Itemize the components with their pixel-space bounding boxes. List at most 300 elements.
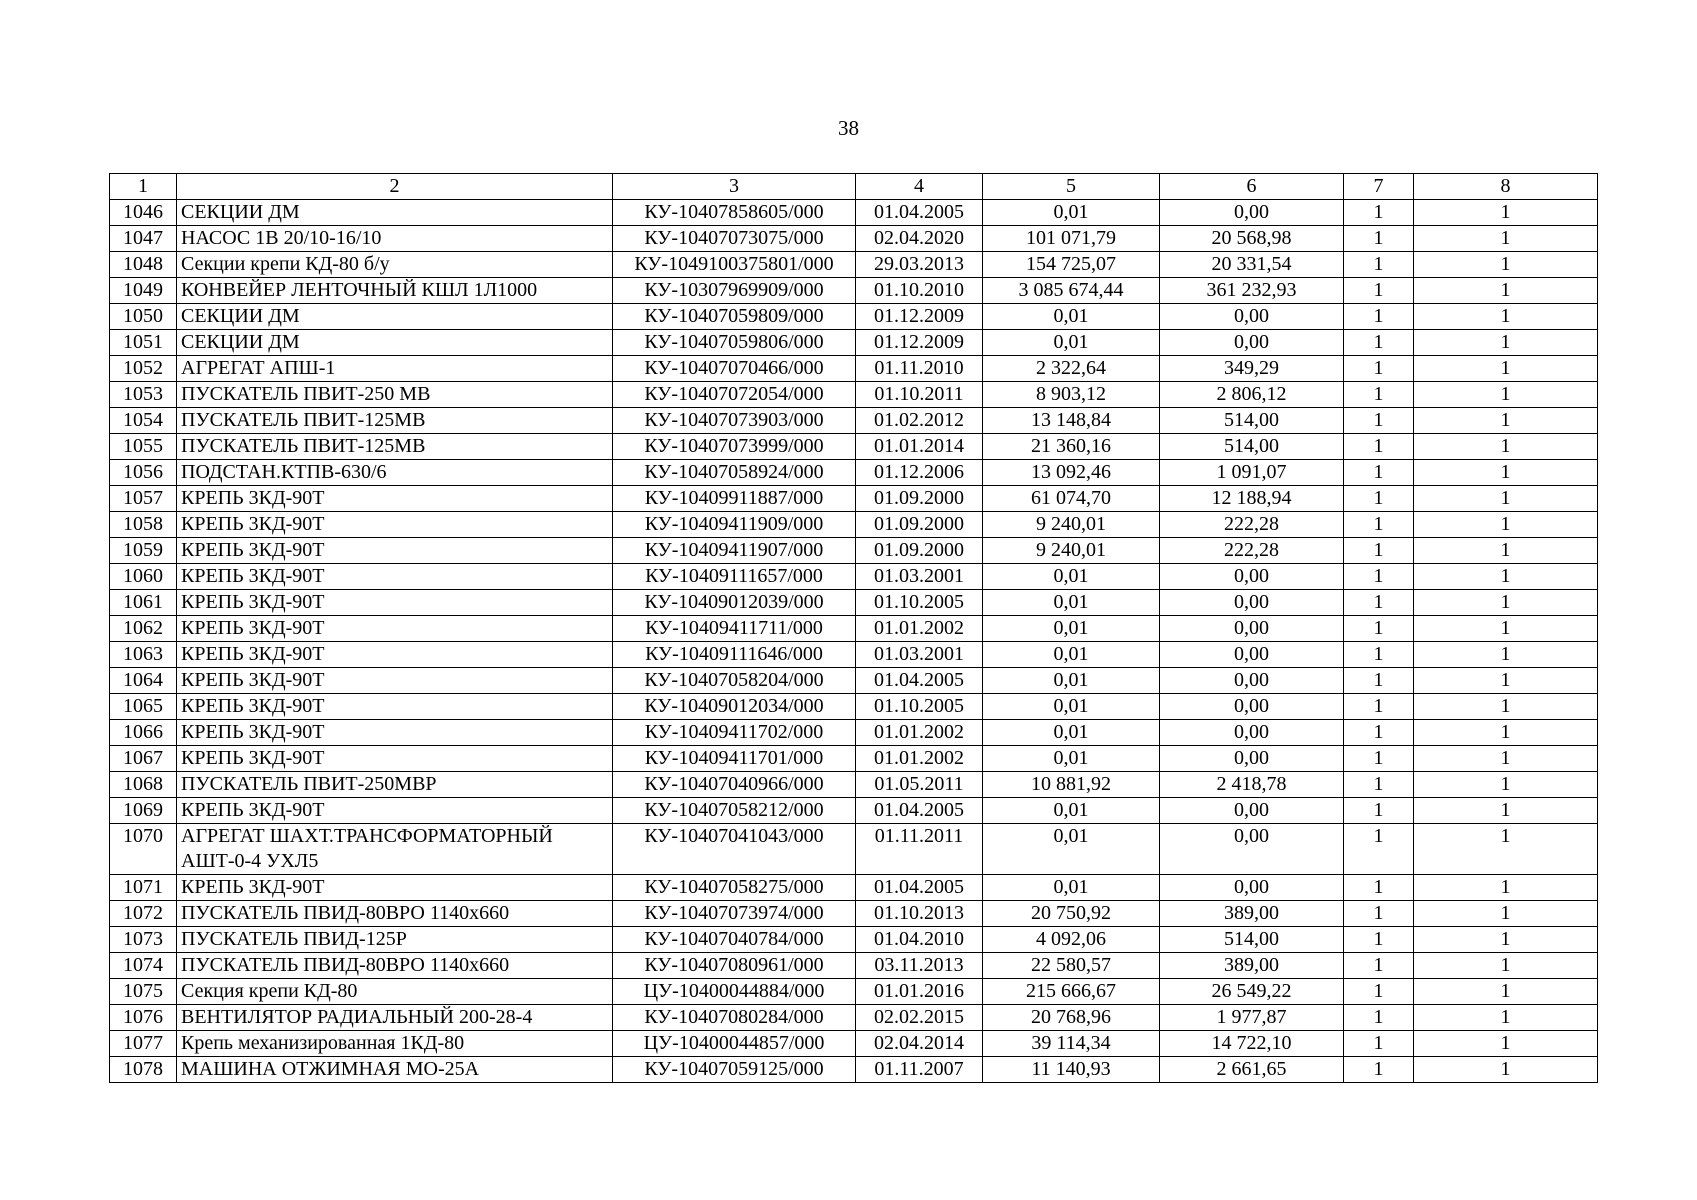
- cell-value-col7: 1: [1344, 875, 1414, 901]
- cell-value-col7: 1: [1344, 226, 1414, 252]
- cell-value-col6: 0,00: [1160, 642, 1344, 668]
- cell-value-col8: 1: [1414, 252, 1598, 278]
- cell-date: 01.09.2000: [856, 486, 983, 512]
- cell-inventory-number: КУ-10407059806/000: [613, 330, 856, 356]
- cell-date: 01.01.2014: [856, 434, 983, 460]
- cell-item-name: КРЕПЬ 3КД-90Т: [177, 875, 613, 901]
- cell-value-col8: 1: [1414, 564, 1598, 590]
- cell-date: 01.03.2001: [856, 564, 983, 590]
- column-header: 6: [1160, 174, 1344, 200]
- cell-value-col8: 1: [1414, 953, 1598, 979]
- cell-row-number: 1067: [110, 746, 177, 772]
- cell-date: 01.10.2010: [856, 278, 983, 304]
- cell-value-col6: 349,29: [1160, 356, 1344, 382]
- cell-value-col6: 0,00: [1160, 590, 1344, 616]
- cell-value-col8: 1: [1414, 746, 1598, 772]
- cell-value-col8: 1: [1414, 798, 1598, 824]
- cell-inventory-number: КУ-10407073974/000: [613, 901, 856, 927]
- cell-inventory-number: КУ-10407058212/000: [613, 798, 856, 824]
- cell-row-number: 1066: [110, 720, 177, 746]
- cell-inventory-number: КУ-10407040966/000: [613, 772, 856, 798]
- cell-value-col5: 0,01: [983, 590, 1160, 616]
- cell-value-col6: 2 806,12: [1160, 382, 1344, 408]
- cell-value-col8: 1: [1414, 642, 1598, 668]
- cell-inventory-number: КУ-10407059809/000: [613, 304, 856, 330]
- cell-value-col5: 22 580,57: [983, 953, 1160, 979]
- table-row: [110, 720, 1598, 746]
- cell-value-col8: 1: [1414, 1031, 1598, 1057]
- column-header: 1: [110, 174, 177, 200]
- cell-value-col6: 0,00: [1160, 824, 1344, 875]
- cell-value-col8: 1: [1414, 772, 1598, 798]
- table-row: [110, 408, 1598, 434]
- cell-value-col5: 3 085 674,44: [983, 278, 1160, 304]
- cell-value-col7: 1: [1344, 356, 1414, 382]
- cell-value-col8: 1: [1414, 330, 1598, 356]
- cell-row-number: 1073: [110, 927, 177, 953]
- column-header: 8: [1414, 174, 1598, 200]
- cell-item-name: ПУСКАТЕЛЬ ПВИД-125Р: [177, 927, 613, 953]
- cell-value-col5: 0,01: [983, 668, 1160, 694]
- table-header-row: [110, 174, 1598, 200]
- cell-inventory-number: КУ-10407059125/000: [613, 1057, 856, 1083]
- cell-value-col8: 1: [1414, 1057, 1598, 1083]
- cell-date: 01.04.2010: [856, 927, 983, 953]
- cell-value-col8: 1: [1414, 434, 1598, 460]
- cell-value-col6: 514,00: [1160, 927, 1344, 953]
- cell-value-col8: 1: [1414, 979, 1598, 1005]
- cell-value-col5: 0,01: [983, 642, 1160, 668]
- cell-item-name: АГРЕГАТ АПШ-1: [177, 356, 613, 382]
- cell-row-number: 1061: [110, 590, 177, 616]
- table-row: [110, 226, 1598, 252]
- cell-date: 01.12.2006: [856, 460, 983, 486]
- cell-value-col5: 21 360,16: [983, 434, 1160, 460]
- cell-row-number: 1068: [110, 772, 177, 798]
- cell-value-col6: 0,00: [1160, 564, 1344, 590]
- cell-value-col5: 101 071,79: [983, 226, 1160, 252]
- cell-inventory-number: КУ-10407072054/000: [613, 382, 856, 408]
- cell-item-name: МАШИНА ОТЖИМНАЯ МО-25А: [177, 1057, 613, 1083]
- cell-value-col8: 1: [1414, 226, 1598, 252]
- cell-value-col7: 1: [1344, 382, 1414, 408]
- cell-value-col7: 1: [1344, 590, 1414, 616]
- cell-value-col6: 222,28: [1160, 512, 1344, 538]
- table-row: [110, 304, 1598, 330]
- cell-date: 01.10.2013: [856, 901, 983, 927]
- cell-row-number: 1074: [110, 953, 177, 979]
- cell-value-col7: 1: [1344, 694, 1414, 720]
- cell-item-name: КРЕПЬ 3КД-90Т: [177, 590, 613, 616]
- table-row: [110, 927, 1598, 953]
- table-row: [110, 590, 1598, 616]
- cell-item-name: ПУСКАТЕЛЬ ПВИТ-250МВР: [177, 772, 613, 798]
- cell-inventory-number: КУ-10409411711/000: [613, 616, 856, 642]
- cell-date: 01.10.2005: [856, 694, 983, 720]
- cell-inventory-number: КУ-10407073903/000: [613, 408, 856, 434]
- column-header: 4: [856, 174, 983, 200]
- cell-value-col6: 20 331,54: [1160, 252, 1344, 278]
- cell-value-col5: 39 114,34: [983, 1031, 1160, 1057]
- cell-item-name: КРЕПЬ 3КД-90Т: [177, 694, 613, 720]
- cell-row-number: 1049: [110, 278, 177, 304]
- cell-value-col5: 0,01: [983, 330, 1160, 356]
- cell-value-col8: 1: [1414, 408, 1598, 434]
- cell-inventory-number: КУ-10407073999/000: [613, 434, 856, 460]
- cell-value-col6: 0,00: [1160, 304, 1344, 330]
- cell-item-name: СЕКЦИИ ДМ: [177, 330, 613, 356]
- cell-date: 01.11.2010: [856, 356, 983, 382]
- cell-value-col6: 2 661,65: [1160, 1057, 1344, 1083]
- cell-row-number: 1055: [110, 434, 177, 460]
- page-number: 38: [838, 116, 859, 140]
- cell-item-name: СЕКЦИИ ДМ: [177, 200, 613, 226]
- cell-value-col8: 1: [1414, 538, 1598, 564]
- table-row: [110, 616, 1598, 642]
- cell-inventory-number: КУ-10407040784/000: [613, 927, 856, 953]
- cell-inventory-number: КУ-10307969909/000: [613, 278, 856, 304]
- cell-value-col6: 514,00: [1160, 408, 1344, 434]
- cell-value-col6: 0,00: [1160, 746, 1344, 772]
- cell-inventory-number: ЦУ-10400044857/000: [613, 1031, 856, 1057]
- column-header: 5: [983, 174, 1160, 200]
- cell-value-col5: 61 074,70: [983, 486, 1160, 512]
- table-row: [110, 356, 1598, 382]
- cell-value-col5: 0,01: [983, 824, 1160, 875]
- table-row: [110, 901, 1598, 927]
- cell-row-number: 1056: [110, 460, 177, 486]
- cell-value-col7: 1: [1344, 278, 1414, 304]
- cell-item-name: Секция крепи КД-80: [177, 979, 613, 1005]
- cell-value-col6: 0,00: [1160, 720, 1344, 746]
- cell-value-col8: 1: [1414, 1005, 1598, 1031]
- cell-value-col8: 1: [1414, 460, 1598, 486]
- cell-row-number: 1070: [110, 824, 177, 875]
- cell-item-name: ПОДСТАН.КТПВ-630/6: [177, 460, 613, 486]
- cell-value-col5: 0,01: [983, 798, 1160, 824]
- cell-item-name: КРЕПЬ 3КД-90Т: [177, 720, 613, 746]
- cell-value-col6: 0,00: [1160, 200, 1344, 226]
- cell-item-name: ПУСКАТЕЛЬ ПВИТ-125МВ: [177, 434, 613, 460]
- column-header: 3: [613, 174, 856, 200]
- cell-value-col7: 1: [1344, 330, 1414, 356]
- cell-value-col8: 1: [1414, 278, 1598, 304]
- cell-inventory-number: КУ-10409411701/000: [613, 746, 856, 772]
- cell-value-col5: 0,01: [983, 304, 1160, 330]
- table-row: [110, 824, 1598, 875]
- cell-value-col7: 1: [1344, 564, 1414, 590]
- table-row: [110, 538, 1598, 564]
- cell-value-col7: 1: [1344, 1031, 1414, 1057]
- cell-value-col6: 361 232,93: [1160, 278, 1344, 304]
- cell-date: 29.03.2013: [856, 252, 983, 278]
- column-header: 7: [1344, 174, 1414, 200]
- cell-value-col7: 1: [1344, 408, 1414, 434]
- cell-value-col7: 1: [1344, 538, 1414, 564]
- cell-value-col8: 1: [1414, 200, 1598, 226]
- cell-value-col5: 0,01: [983, 746, 1160, 772]
- cell-inventory-number: КУ-10407080961/000: [613, 953, 856, 979]
- column-header: 2: [177, 174, 613, 200]
- cell-value-col5: 2 322,64: [983, 356, 1160, 382]
- table-row: [110, 486, 1598, 512]
- table-row: [110, 252, 1598, 278]
- cell-value-col8: 1: [1414, 927, 1598, 953]
- cell-value-col5: 20 750,92: [983, 901, 1160, 927]
- cell-row-number: 1062: [110, 616, 177, 642]
- cell-inventory-number: КУ-10409411702/000: [613, 720, 856, 746]
- cell-item-name: КРЕПЬ 3КД-90Т: [177, 486, 613, 512]
- cell-value-col6: 0,00: [1160, 668, 1344, 694]
- cell-value-col5: 215 666,67: [983, 979, 1160, 1005]
- cell-value-col5: 13 148,84: [983, 408, 1160, 434]
- cell-item-name: КРЕПЬ 3КД-90Т: [177, 616, 613, 642]
- cell-value-col5: 0,01: [983, 564, 1160, 590]
- cell-date: 01.09.2000: [856, 538, 983, 564]
- cell-item-name: ПУСКАТЕЛЬ ПВИД-80ВРО 1140х660: [177, 953, 613, 979]
- cell-inventory-number: КУ-10409411907/000: [613, 538, 856, 564]
- cell-value-col5: 0,01: [983, 875, 1160, 901]
- cell-value-col6: 389,00: [1160, 901, 1344, 927]
- cell-value-col5: 0,01: [983, 616, 1160, 642]
- cell-value-col5: 11 140,93: [983, 1057, 1160, 1083]
- cell-value-col5: 154 725,07: [983, 252, 1160, 278]
- cell-date: 01.10.2005: [856, 590, 983, 616]
- cell-date: 03.11.2013: [856, 953, 983, 979]
- cell-value-col7: 1: [1344, 824, 1414, 875]
- table-row: [110, 746, 1598, 772]
- cell-value-col8: 1: [1414, 720, 1598, 746]
- cell-row-number: 1050: [110, 304, 177, 330]
- cell-row-number: 1071: [110, 875, 177, 901]
- cell-value-col6: 14 722,10: [1160, 1031, 1344, 1057]
- cell-value-col7: 1: [1344, 616, 1414, 642]
- cell-row-number: 1060: [110, 564, 177, 590]
- cell-date: 01.12.2009: [856, 304, 983, 330]
- cell-inventory-number: КУ-10407041043/000: [613, 824, 856, 875]
- table-row: [110, 979, 1598, 1005]
- cell-value-col5: 0,01: [983, 694, 1160, 720]
- cell-date: 01.05.2011: [856, 772, 983, 798]
- cell-date: 01.02.2012: [856, 408, 983, 434]
- cell-value-col7: 1: [1344, 460, 1414, 486]
- cell-row-number: 1057: [110, 486, 177, 512]
- cell-date: 01.01.2016: [856, 979, 983, 1005]
- cell-item-name: АГРЕГАТ ШАХТ.ТРАНСФОРМАТОРНЫЙ АШТ-0-4 УХЛ5: [177, 824, 613, 875]
- cell-value-col8: 1: [1414, 486, 1598, 512]
- cell-inventory-number: КУ-10409111646/000: [613, 642, 856, 668]
- cell-inventory-number: КУ-10407058924/000: [613, 460, 856, 486]
- cell-row-number: 1075: [110, 979, 177, 1005]
- cell-row-number: 1072: [110, 901, 177, 927]
- cell-row-number: 1052: [110, 356, 177, 382]
- cell-inventory-number: КУ-10407080284/000: [613, 1005, 856, 1031]
- cell-value-col6: 0,00: [1160, 694, 1344, 720]
- cell-value-col7: 1: [1344, 668, 1414, 694]
- cell-row-number: 1054: [110, 408, 177, 434]
- cell-value-col8: 1: [1414, 512, 1598, 538]
- cell-value-col7: 1: [1344, 772, 1414, 798]
- cell-value-col5: 4 092,06: [983, 927, 1160, 953]
- cell-value-col6: 0,00: [1160, 798, 1344, 824]
- cell-date: 01.03.2001: [856, 642, 983, 668]
- cell-row-number: 1077: [110, 1031, 177, 1057]
- cell-date: 01.10.2011: [856, 382, 983, 408]
- cell-value-col8: 1: [1414, 824, 1598, 875]
- cell-value-col6: 12 188,94: [1160, 486, 1344, 512]
- cell-date: 01.09.2000: [856, 512, 983, 538]
- table-row: [110, 200, 1598, 226]
- cell-item-name: КРЕПЬ 3КД-90Т: [177, 668, 613, 694]
- cell-inventory-number: КУ-10407070466/000: [613, 356, 856, 382]
- cell-row-number: 1078: [110, 1057, 177, 1083]
- cell-date: 02.04.2014: [856, 1031, 983, 1057]
- cell-item-name: КРЕПЬ 3КД-90Т: [177, 798, 613, 824]
- cell-value-col7: 1: [1344, 720, 1414, 746]
- table-row: [110, 798, 1598, 824]
- cell-value-col7: 1: [1344, 979, 1414, 1005]
- cell-value-col5: 9 240,01: [983, 538, 1160, 564]
- cell-value-col8: 1: [1414, 382, 1598, 408]
- table-row: [110, 512, 1598, 538]
- cell-value-col7: 1: [1344, 252, 1414, 278]
- table-row: [110, 694, 1598, 720]
- cell-date: 01.01.2002: [856, 616, 983, 642]
- cell-value-col5: 20 768,96: [983, 1005, 1160, 1031]
- cell-value-col5: 13 092,46: [983, 460, 1160, 486]
- cell-value-col6: 0,00: [1160, 616, 1344, 642]
- table-row: [110, 564, 1598, 590]
- cell-value-col5: 0,01: [983, 200, 1160, 226]
- table-row: [110, 278, 1598, 304]
- cell-value-col5: 9 240,01: [983, 512, 1160, 538]
- cell-value-col8: 1: [1414, 875, 1598, 901]
- cell-inventory-number: КУ-10409012034/000: [613, 694, 856, 720]
- cell-item-name: КРЕПЬ 3КД-90Т: [177, 642, 613, 668]
- table-row: [110, 434, 1598, 460]
- cell-value-col7: 1: [1344, 746, 1414, 772]
- cell-value-col6: 26 549,22: [1160, 979, 1344, 1005]
- cell-item-name: Секции крепи КД-80 б/у: [177, 252, 613, 278]
- cell-item-name: ПУСКАТЕЛЬ ПВИТ-250 МВ: [177, 382, 613, 408]
- table-row: [110, 668, 1598, 694]
- cell-row-number: 1058: [110, 512, 177, 538]
- table-row: [110, 1057, 1598, 1083]
- cell-value-col6: 222,28: [1160, 538, 1344, 564]
- cell-value-col8: 1: [1414, 590, 1598, 616]
- cell-value-col7: 1: [1344, 901, 1414, 927]
- cell-item-name: КРЕПЬ 3КД-90Т: [177, 564, 613, 590]
- cell-row-number: 1059: [110, 538, 177, 564]
- cell-row-number: 1065: [110, 694, 177, 720]
- cell-value-col5: 0,01: [983, 720, 1160, 746]
- cell-date: 01.04.2005: [856, 798, 983, 824]
- cell-value-col6: 1 091,07: [1160, 460, 1344, 486]
- cell-item-name: СЕКЦИИ ДМ: [177, 304, 613, 330]
- cell-date: 02.04.2020: [856, 226, 983, 252]
- cell-value-col8: 1: [1414, 304, 1598, 330]
- cell-item-name: Крепь механизированная 1КД-80: [177, 1031, 613, 1057]
- cell-value-col7: 1: [1344, 512, 1414, 538]
- cell-value-col5: 8 903,12: [983, 382, 1160, 408]
- cell-item-name: КРЕПЬ 3КД-90Т: [177, 538, 613, 564]
- cell-value-col7: 1: [1344, 1005, 1414, 1031]
- cell-row-number: 1046: [110, 200, 177, 226]
- cell-row-number: 1053: [110, 382, 177, 408]
- cell-inventory-number: КУ-10407058275/000: [613, 875, 856, 901]
- cell-row-number: 1048: [110, 252, 177, 278]
- cell-row-number: 1069: [110, 798, 177, 824]
- cell-inventory-number: КУ-10409111657/000: [613, 564, 856, 590]
- cell-date: 02.02.2015: [856, 1005, 983, 1031]
- cell-date: 01.04.2005: [856, 875, 983, 901]
- cell-value-col6: 1 977,87: [1160, 1005, 1344, 1031]
- cell-value-col7: 1: [1344, 434, 1414, 460]
- table-row: [110, 460, 1598, 486]
- cell-value-col6: 389,00: [1160, 953, 1344, 979]
- cell-row-number: 1063: [110, 642, 177, 668]
- table-row: [110, 1031, 1598, 1057]
- cell-item-name: ВЕНТИЛЯТОР РАДИАЛЬНЫЙ 200-28-4: [177, 1005, 613, 1031]
- table-row: [110, 330, 1598, 356]
- cell-inventory-number: КУ-1049100375801/000: [613, 252, 856, 278]
- cell-value-col7: 1: [1344, 200, 1414, 226]
- cell-value-col8: 1: [1414, 356, 1598, 382]
- table-body: [110, 174, 1598, 1083]
- cell-inventory-number: КУ-10407058204/000: [613, 668, 856, 694]
- cell-date: 01.12.2009: [856, 330, 983, 356]
- cell-inventory-number: КУ-10409911887/000: [613, 486, 856, 512]
- cell-date: 01.01.2002: [856, 746, 983, 772]
- cell-value-col7: 1: [1344, 953, 1414, 979]
- cell-inventory-number: КУ-10407858605/000: [613, 200, 856, 226]
- cell-value-col7: 1: [1344, 486, 1414, 512]
- cell-value-col7: 1: [1344, 642, 1414, 668]
- table-row: [110, 875, 1598, 901]
- cell-inventory-number: КУ-10409411909/000: [613, 512, 856, 538]
- cell-item-name: КРЕПЬ 3КД-90Т: [177, 746, 613, 772]
- cell-row-number: 1076: [110, 1005, 177, 1031]
- cell-value-col7: 1: [1344, 304, 1414, 330]
- cell-value-col8: 1: [1414, 694, 1598, 720]
- cell-value-col6: 20 568,98: [1160, 226, 1344, 252]
- cell-value-col7: 1: [1344, 798, 1414, 824]
- cell-value-col6: 0,00: [1160, 330, 1344, 356]
- cell-date: 01.04.2005: [856, 200, 983, 226]
- table-row: [110, 772, 1598, 798]
- cell-inventory-number: КУ-10407073075/000: [613, 226, 856, 252]
- table-row: [110, 953, 1598, 979]
- cell-value-col7: 1: [1344, 1057, 1414, 1083]
- cell-row-number: 1051: [110, 330, 177, 356]
- cell-row-number: 1064: [110, 668, 177, 694]
- cell-date: 01.01.2002: [856, 720, 983, 746]
- cell-value-col6: 0,00: [1160, 875, 1344, 901]
- cell-item-name: КРЕПЬ 3КД-90Т: [177, 512, 613, 538]
- cell-item-name: ПУСКАТЕЛЬ ПВИТ-125МВ: [177, 408, 613, 434]
- cell-value-col8: 1: [1414, 616, 1598, 642]
- table-row: [110, 642, 1598, 668]
- cell-item-name: НАСОС 1В 20/10-16/10: [177, 226, 613, 252]
- cell-value-col8: 1: [1414, 668, 1598, 694]
- table-row: [110, 1005, 1598, 1031]
- cell-value-col6: 514,00: [1160, 434, 1344, 460]
- cell-value-col5: 10 881,92: [983, 772, 1160, 798]
- cell-inventory-number: ЦУ-10400044884/000: [613, 979, 856, 1005]
- cell-inventory-number: КУ-10409012039/000: [613, 590, 856, 616]
- cell-date: 01.04.2005: [856, 668, 983, 694]
- cell-date: 01.11.2011: [856, 824, 983, 875]
